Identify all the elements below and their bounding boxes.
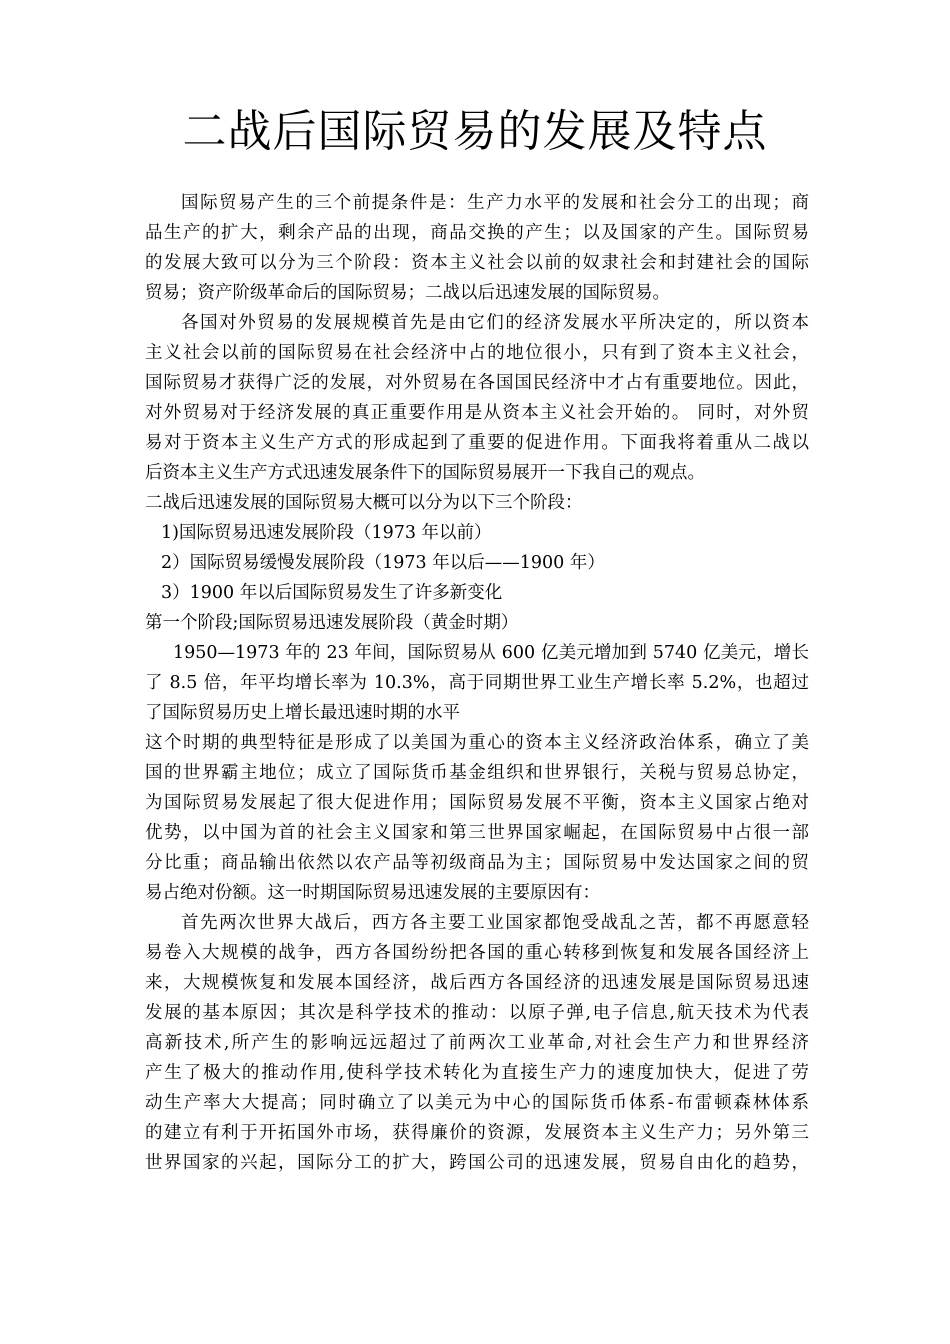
paragraph-line: 后资本主义生产方式迅速发展条件下的国际贸易展开一下我自己的观点。	[145, 463, 705, 483]
section-heading: 第一个阶段;国际贸易迅速发展阶段（黄金时期）	[145, 613, 519, 633]
list-item: 1)国际贸易迅速发展阶段（1973 年以前）	[161, 523, 492, 543]
paragraph-line: 国的世界霸主地位；成立了国际货币基金组织和世界银行，关税与贸易总协定，	[145, 763, 809, 783]
list-item: 3）1900 年以后国际贸易发生了许多新变化	[161, 583, 503, 603]
paragraph-line: 贸易；资产阶级革命后的国际贸易；二战以后迅速发展的国际贸易。	[145, 283, 670, 303]
paragraph-line: 世界国家的兴起，国际分工的扩大，跨国公司的迅速发展，贸易自由化的趋势，	[145, 1153, 809, 1173]
paragraph-line: 优势，以中国为首的社会主义国家和第三世界国家崛起，在国际贸易中占很一部	[145, 823, 809, 843]
paragraph-line: 各国对外贸易的发展规模首先是由它们的经济发展水平所决定的，所以资本	[181, 313, 809, 333]
paragraph-line: 对外贸易对于经济发展的真正重要作用是从资本主义社会开始的。 同时，对外贸	[145, 403, 809, 423]
paragraph-line: 的建立有利于开拓国外市场，获得廉价的资源，发展资本主义生产力；另外第三	[145, 1123, 809, 1143]
paragraph-line: 国际贸易才获得广泛的发展，对外贸易在各国国民经济中才占有重要地位。因此，	[145, 373, 809, 393]
paragraph-line: 易卷入大规模的战争，西方各国纷纷把各国的重心转移到恢复和发展各国经济上	[145, 943, 809, 963]
paragraph-line: 动生产率大大提高；同时确立了以美元为中心的国际货币体系-布雷顿森林体系	[145, 1093, 809, 1113]
list-item: 2）国际贸易缓慢发展阶段（1973 年以后——1900 年）	[161, 553, 605, 573]
paragraph-line: 1950—1973 年的 23 年间，国际贸易从 600 亿美元增加到 5740 亿美元，增长	[173, 643, 809, 663]
paragraph-line: 了国际贸易历史上增长最迅速时期的水平	[145, 703, 460, 723]
paragraph-line: 为国际贸易发展起了很大促进作用；国际贸易发展不平衡，资本主义国家占绝对	[145, 793, 809, 813]
paragraph-line: 这个时期的典型特征是形成了以美国为重心的资本主义经济政治体系，确立了美	[145, 733, 809, 753]
paragraph-line: 高新技术,所产生的影响远远超过了前两次工业革命,对社会生产力和世界经济	[145, 1033, 809, 1053]
paragraph-line: 首先两次世界大战后，西方各主要工业国家都饱受战乱之苦，都不再愿意轻	[181, 913, 809, 933]
paragraph-line: 来，大规模恢复和发展本国经济，战后西方各国经济的迅速发展是国际贸易迅速	[145, 973, 809, 993]
paragraph-line: 了 8.5 倍，年平均增长率为 10.3%，高于同期世界工业生产增长率 5.2%，也超过	[145, 673, 809, 693]
document-body	[145, 188, 809, 1178]
section-intro-line: 二战后迅速发展的国际贸易大概可以分为以下三个阶段：	[145, 493, 583, 513]
paragraph-line: 的发展大致可以分为三个阶段：资本主义社会以前的奴隶社会和封建社会的国际	[145, 253, 809, 273]
paragraph-line: 易对于资本主义生产方式的形成起到了重要的促进作用。下面我将着重从二战以	[145, 433, 809, 453]
paragraph-line: 品生产的扩大，剩余产品的出现，商品交换的产生；以及国家的产生。国际贸易	[145, 223, 809, 243]
paragraph-line: 易占绝对份额。这一时期国际贸易迅速发展的主要原因有：	[145, 883, 600, 903]
paragraph-line: 产生了极大的推动作用,使科学技术转化为直接生产力的速度加快大，促进了劳	[145, 1063, 809, 1083]
paragraph-line: 主义社会以前的国际贸易在社会经济中占的地位很小，只有到了资本主义社会，	[145, 343, 809, 363]
page-title: 二战后国际贸易的发展及特点	[182, 106, 768, 157]
paragraph-line: 发展的基本原因；其次是科学技术的推动：以原子弹,电子信息,航天技术为代表	[145, 1003, 809, 1023]
paragraph-line: 国际贸易产生的三个前提条件是：生产力水平的发展和社会分工的出现；商	[181, 193, 809, 213]
paragraph-line: 分比重；商品输出依然以农产品等初级商品为主；国际贸易中发达国家之间的贸	[145, 853, 809, 873]
